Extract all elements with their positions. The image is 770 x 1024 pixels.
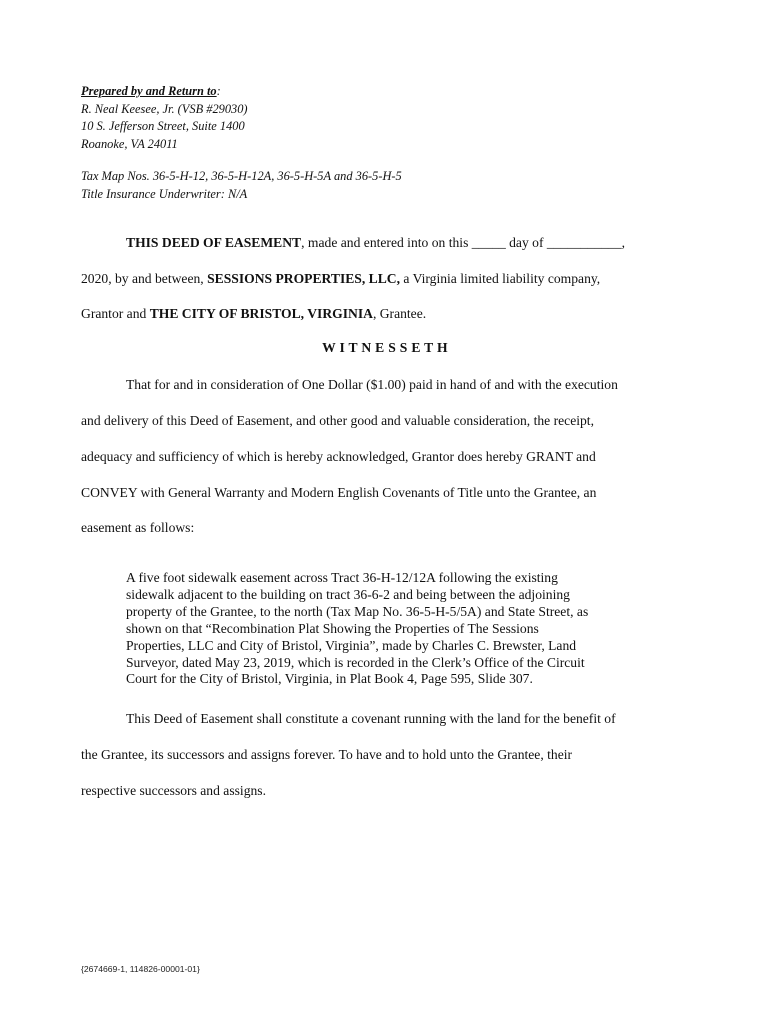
title-insurance-underwriter: Title Insurance Underwriter: N/A — [81, 186, 248, 201]
easement-description-line: shown on that “Recombination Plat Showing the Properties of The Sessions — [126, 620, 539, 636]
easement-description-line: Properties, LLC and City of Bristol, Virginia”, made by Charles C. Brewster, Land — [126, 637, 577, 653]
easement-description-line: sidewalk adjacent to the building on tract 36-6-2 and being between the adjoining — [126, 586, 570, 602]
easement-description-line: property of the Grantee, to the north (Tax Map No. 36-5-H-5/5A) and State Street, as — [126, 603, 589, 619]
intro-line-2-start: 2020, by and between, — [81, 271, 208, 286]
intro-line-2 — [81, 270, 691, 287]
easement-description-line: Court for the City of Bristol, Virginia, in Plat Book 4, Page 595, Slide 307. — [126, 671, 533, 687]
easement-description-line: Surveyor, dated May 23, 2019, which is recorded in the Clerk’s Office of the Circuit — [126, 654, 585, 670]
grantee-name: THE CITY OF BRISTOL, VIRGINIA — [149, 306, 373, 321]
grantor-name: SESSIONS PROPERTIES, LLC, — [207, 271, 401, 286]
tax-map-numbers: Tax Map Nos. 36-5-H-12, 36-5-H-12A, 36-5-H-5A and 36-5-H-5 — [81, 169, 402, 183]
covenant-line: the Grantee, its successors and assigns forever. To have and to hold unto the Grantee, their — [81, 747, 573, 762]
preparer-street: 10 S. Jefferson Street, Suite 1400 — [81, 119, 245, 133]
intro-line-3-rest: , Grantee. — [372, 306, 427, 321]
consideration-line: and delivery of this Deed of Easement, and other good and valuable consideration, the receipt, — [81, 413, 594, 428]
consideration-line: adequacy and sufficiency of which is hereby acknowledged, Grantor does hereby GRANT and — [81, 449, 596, 464]
preparer-name: R. Neal Keesee, Jr. (VSB #29030) — [81, 101, 248, 116]
document-footer-id: {2674669-1, 114826-00001-01} — [81, 964, 200, 974]
consideration-line: easement as follows: — [81, 520, 195, 535]
preparer-heading-colon: : — [216, 84, 221, 98]
intro-line-3-start: Grantor and — [81, 306, 150, 321]
intro-line-2-rest: a Virginia limited liability company, — [400, 271, 601, 286]
consideration-line: That for and in consideration of One Dollar ($1.00) paid in hand of and with the execution — [126, 377, 618, 392]
intro-line-3 — [81, 305, 691, 322]
preparer-block — [81, 83, 681, 203]
intro-line-1-rest: , made and entered into on this _____ day of ___________, — [301, 235, 626, 250]
intro-line-1 — [126, 234, 736, 251]
easement-description — [126, 570, 656, 688]
consideration-line: CONVEY with General Warranty and Modern English Covenants of Title unto the Grantee, an — [81, 485, 597, 500]
preparer-heading — [81, 83, 681, 101]
witnesseth-heading: W I T N E S S E T H — [322, 340, 448, 355]
covenant-line: respective successors and assigns. — [81, 783, 266, 798]
preparer-city: Roanoke, VA 24011 — [81, 136, 178, 151]
deed-title-bold: THIS DEED OF EASEMENT — [126, 235, 302, 250]
covenant-line: This Deed of Easement shall constitute a covenant running with the land for the benefit of — [126, 711, 616, 726]
easement-description-line: A five foot sidewalk easement across Tract 36-H-12/12A following the existing — [126, 570, 558, 585]
preparer-heading-label: Prepared by and Return to — [81, 84, 217, 98]
